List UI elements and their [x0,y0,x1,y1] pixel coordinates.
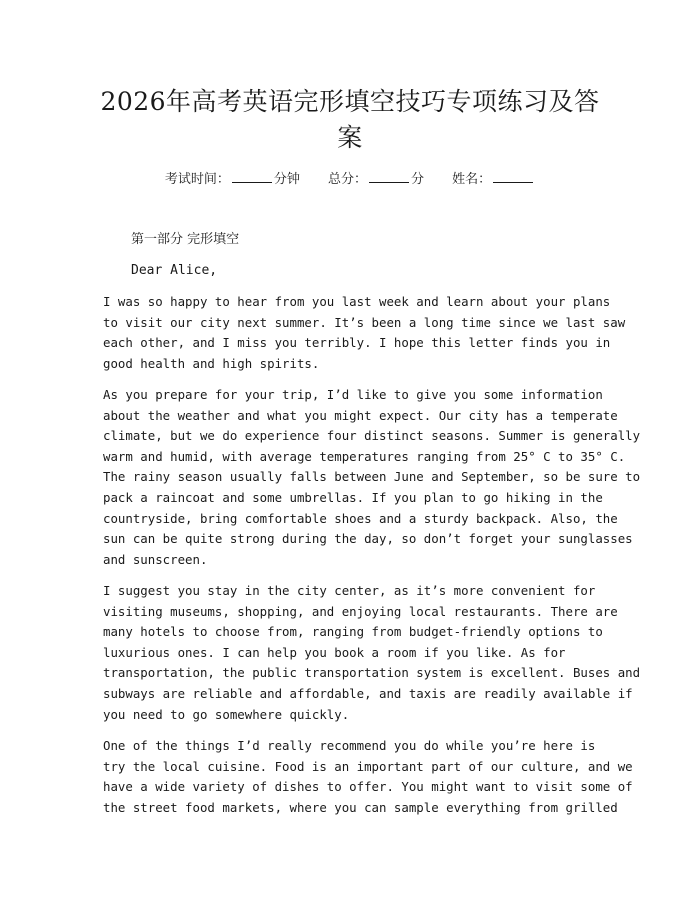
text-line: I was so happy to hear from you last week and learn about your plans [103,294,611,309]
paragraph-1 [103,292,626,374]
text-line: pack a raincoat and some umbrellas. If you plan to go hiking in the [103,489,603,505]
exam-time-field [165,170,300,189]
text-line: visiting museums, shopping, and enjoying local restaurants. There are [103,603,618,619]
text-line: each other, and I miss you terribly. I hope this letter finds you in [103,335,611,351]
text-line: and sunscreen. [103,551,208,567]
title-line-1: 2026年高考英语完形填空技巧专项练习及答 [100,87,600,116]
paragraph-4 [103,736,633,818]
section-heading: 第一部分 完形填空 [131,232,240,247]
text-line: to visit our city next summer. It’s been a long time since we last saw [103,314,626,330]
text-line: I suggest you stay in the city center, as it’s more convenient for [103,583,596,598]
text-line: climate, but we do experience four distinct seasons. Summer is generally [103,428,641,444]
student-name-blank [493,170,533,183]
text-line: transportation, the public transportation system is excellent. Buses and [103,665,641,681]
paragraph-2 [103,385,641,570]
text-line: countryside, bring comfortable shoes and a sturdy backpack. Also, the [103,510,618,526]
student-name-label: 姓名： [452,172,492,187]
exam-time-unit: 分钟 [273,172,300,187]
paragraph-3 [103,581,641,725]
text-line: you need to go somewhere quickly. [103,706,350,722]
text-line: One of the things I’d really recommend you do while you’re here is [103,738,596,753]
text-line: good health and high spirits. [103,355,320,371]
text-line: many hotels to choose from, ranging from budget-friendly options to [103,624,603,640]
exam-time-blank [232,170,272,183]
total-score-label: 总分： [327,172,367,187]
page-title [90,84,610,156]
text-line: subways are reliable and affordable, and taxis are readily available if [103,685,633,701]
text-line: As you prepare for your trip, I’d like to give you some information [103,387,603,402]
letter-salutation: Dear Alice, [131,263,218,278]
text-line: warm and humid, with average temperatures ranging from 25° C to 35° C. [103,448,626,464]
student-name-field [452,170,535,189]
text-line: sun can be quite strong during the day, so don’t forget your sunglasses [103,531,633,547]
exam-meta-row [0,170,700,189]
text-line: have a wide variety of dishes to offer. You might want to visit some of [103,779,633,795]
text-line: the street food markets, where you can sample everything from grilled [103,799,618,815]
title-line-2: 案 [337,123,363,152]
text-line: luxurious ones. I can help you book a room if you like. As for [103,644,566,660]
total-score-unit: 分 [411,172,425,187]
exam-time-label: 考试时间： [164,172,230,187]
text-line: The rainy season usually falls between June and September, so be sure to [103,469,641,485]
total-score-field [328,170,424,189]
text-line: try the local cuisine. Food is an important part of our culture, and we [103,758,633,774]
total-score-blank [369,170,409,183]
text-line: about the weather and what you might expect. Our city has a temperate [103,407,618,423]
